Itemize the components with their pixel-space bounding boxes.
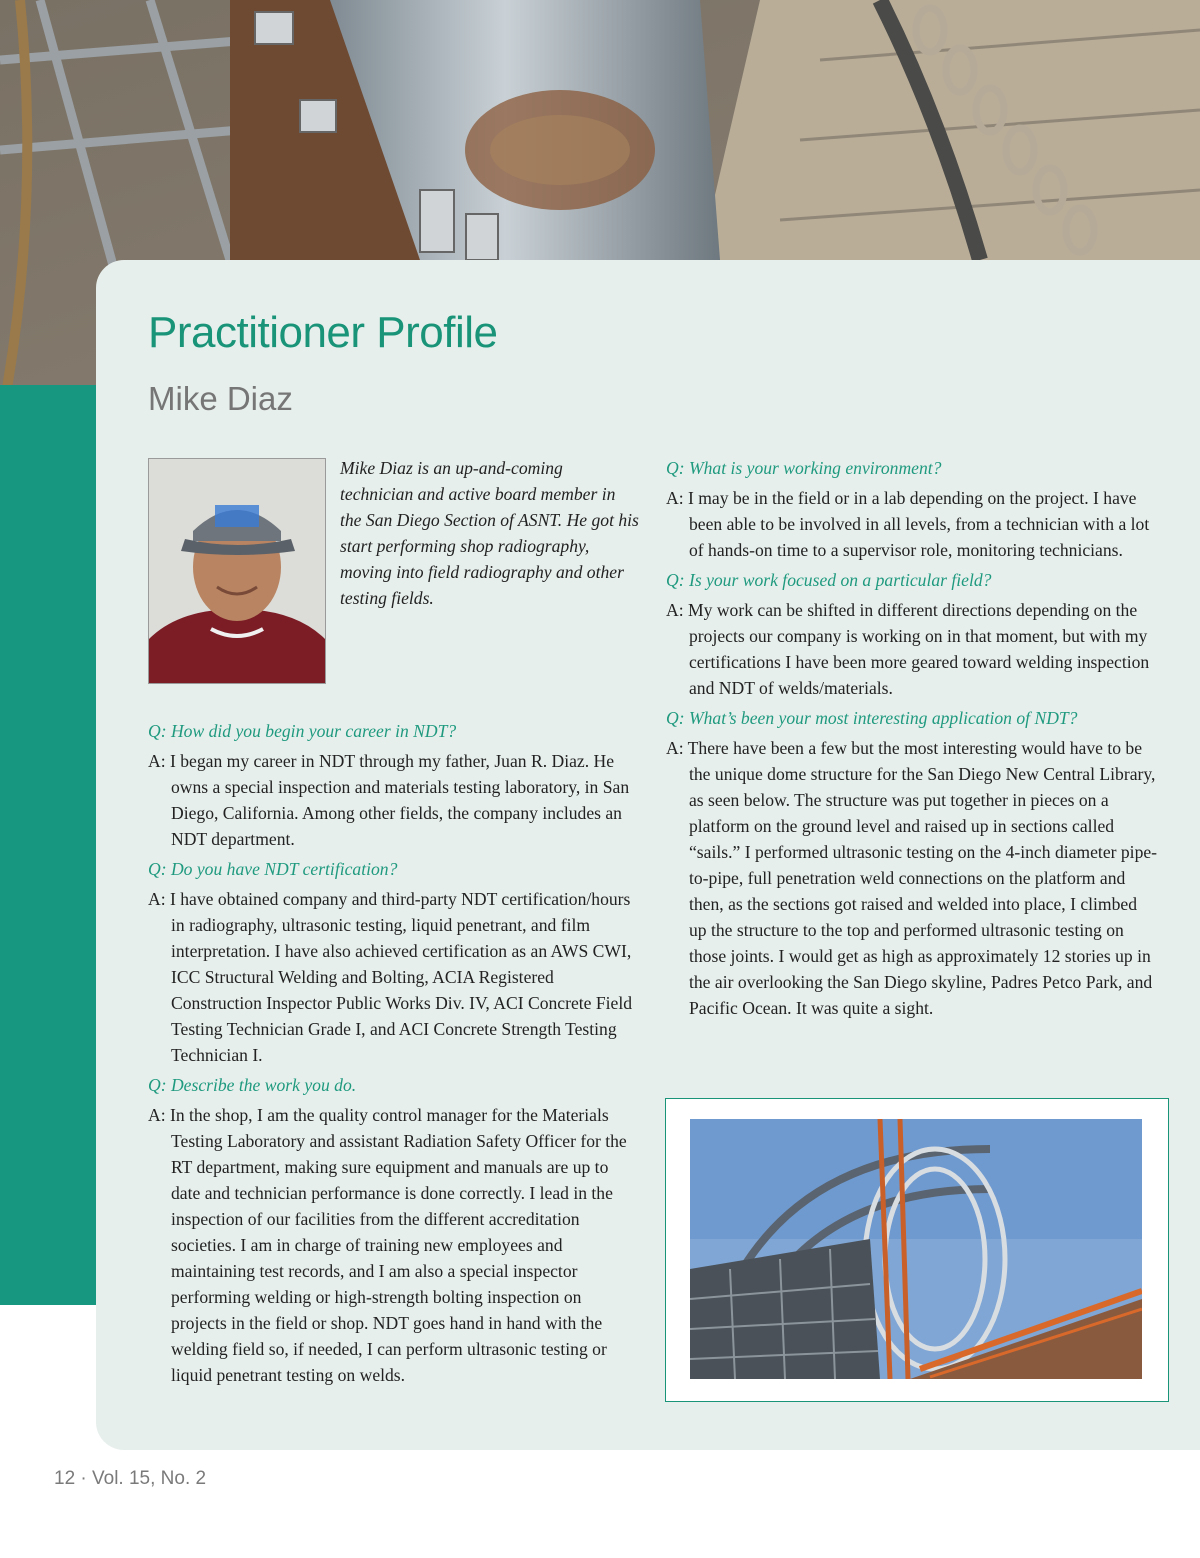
answer: A: I may be in the field or in a lab depending on the project. I have been able to be involved in all levels, from a technician with a lot of hands-on time to a supervisor role, monitoring technicians. (666, 488, 1150, 560)
answer: A: In the shop, I am the quality control manager for the Materials Testing Laboratory and assistant Radiation Safety Officer for the RT department, making sure equipment and manuals are up to date and technician performance is done correctly. I lead in the inspection of our facilities from the different accreditation societies. I am in charge of training new employees and maintaining test records, and I am also a special inspector performing welding or high-strength bolting inspection on projects in the field or shop. NDT goes hand in hand with the welding field so, if needed, I can perform ultrasonic testing or liquid penetrant testing on welds. (148, 1105, 627, 1385)
answer: A: I began my career in NDT through my father, Juan R. Diaz. He owns a special inspection and materials testing laboratory, in San Diego, California. Among other fields, the company includes an NDT department. (148, 751, 630, 849)
question: Q: Is your work focused on a particular field? (666, 570, 992, 590)
portrait-photo (148, 458, 326, 684)
qa-column-right (666, 455, 1158, 1025)
answer: A: I have obtained company and third-party NDT certification/hours in radiography, ultrasonic testing, liquid penetrant, and film interpretation. I have also achieved certification as an AWS CWI, ICC Structural Welding and Bolting, ACIA Registered Construction Inspector Public Works Div. IV, ACI Concrete Field Testing Technician Grade I, and ACI Concrete Strength Testing Technician I. (148, 889, 633, 1065)
question: Q: What’s been your most interesting application of NDT? (666, 708, 1078, 728)
qa-column-left (148, 718, 638, 1392)
figure-frame (665, 1098, 1169, 1402)
profile-name: Mike Diaz (148, 380, 293, 417)
dome-structure-photo (690, 1119, 1142, 1379)
answer: A: My work can be shifted in different directions depending on the projects our company is working on in that moment, but with my certifications I have been more geared toward welding inspection and NDT of welds/materials. (666, 600, 1150, 698)
question: Q: How did you begin your career in NDT? (148, 721, 457, 741)
question: Q: Describe the work you do. (148, 1075, 357, 1095)
answer: A: There have been a few but the most interesting would have to be the unique dome structure for the San Diego New Central Library, as seen below. The structure was put together in pieces on a platform on the ground level and raised up in sections called “sails.” I performed ultrasonic testing on the 4-inch diameter pipe-to-pipe, full penetration weld connections on the platform and then, as the sections got raised and welded into place, I climbed up the structure to the top and performed ultrasonic testing on those joints. I would get as high as approximately 12 stories up in the air overlooking the San Diego skyline, Padres Petco Park, and Pacific Ocean. It was quite a sight. (666, 738, 1158, 1018)
intro-text: Mike Diaz is an up-and-coming technician and active board member in the San Diego Section of ASNT. He got his start performing shop radiography, moving into field radiography and other testing fields. (340, 458, 639, 608)
question: Q: Do you have NDT certification? (148, 859, 398, 879)
question: Q: What is your working environment? (666, 458, 942, 478)
page-title: Practitioner Profile (148, 308, 498, 357)
teal-side-band (0, 385, 96, 1305)
page-footer: 12 · Vol. 15, No. 2 (54, 1468, 207, 1489)
